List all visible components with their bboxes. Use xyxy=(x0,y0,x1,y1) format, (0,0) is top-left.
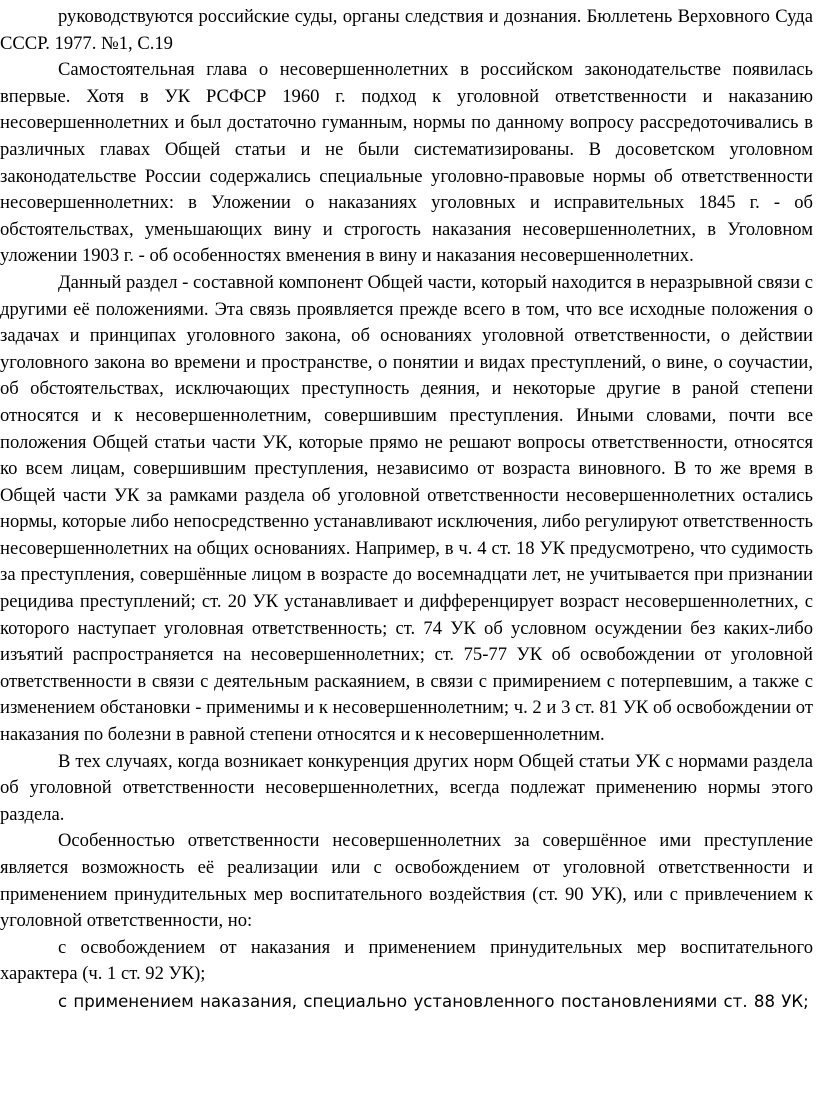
paragraph-7: с применением наказания, специально установленного постановлениями ст. 88 УК; xyxy=(58,991,809,1011)
paragraph-1: руководствуются российские суды, органы следствия и дознания. Бюллетень Верховного Суда СССР. 1977. №1, С.19 xyxy=(0,6,813,54)
paragraph-3: Данный раздел - составной компонент Общей части, который находится в неразрывной связи с другими её положениями. Эта связь проявляется прежде всего в том, что все исходные положения о задачах и принципах уголовного закона, об основаниях уголовной ответственности, о действии уголовного закона во времени и пространстве, о понятии и видах преступлений, о вине, о соучастии, об обстоятельствах, исключающих преступность деяния, и некоторые другие в раной степени относятся и к несовершеннолетним, совершившим преступления. Иными словами, почти все положения Общей статьи части УК, которые прямо не решают вопросы ответственности, относятся ко всем лицам, совершившим преступления, независимо от возраста виновного. В то же время в Общей части УК за рамками раздела об уголовной ответственности несовершеннолетних остались нормы, которые либо непосредственно устанавливают исключения, либо регулируют ответственность несовершеннолетних на общих основаниях. Например, в ч. 4 ст. 18 УК предусмотрено, что судимость за преступления, совершённые лицом в возрасте до восемнадцати лет, не учитывается при признании рецидива преступлений; ст. 20 УК устанавливает и дифференцирует возраст несовершеннолетних, с которого наступает уголовная ответственность; ст. 74 УК об условном осуждении без каких-либо изъятий распространяется на несовершеннолетних; ст. 75-77 УК об освобождении от уголовной ответственности в связи с деятельным раскаянием, в связи с примирением с потерпевшим, а также с изменением обстановки - применимы и к несовершеннолетним; ч. 2 и 3 ст. 81 УК об освобождении от наказания по болезни в равной степени относятся и к несовершеннолетним. xyxy=(0,271,813,746)
paragraph-4: В тех случаях, когда возникает конкуренция других норм Общей статьи УК с нормами раздела об уголовной ответственности несовершеннолетних, всегда подлежат применению нормы этого раздела. xyxy=(0,750,813,825)
paragraph-6: с освобождением от наказания и применением принудительных мер воспитательного характера (ч. 1 ст. 92 УК); xyxy=(0,936,813,985)
paragraph-2: Самостоятельная глава о несовершеннолетних в российском законодательстве появилась впервые. Хотя в УК РСФСР 1960 г. подход к уголовной ответственности и наказанию несовершеннолетних и был достаточно гуманным, нормы по данному вопросу рассредоточивались в различных главах Общей статьи и не были систематизированы. В досоветском уголовном законодательстве России содержались специальные уголовно-правовые нормы об ответственности несовершеннолетних: в Уложении о наказаниях уголовных и исправительных 1845 г. - об обстоятельствах, уменьшающих вину и строгость наказания несовершеннолетних, в Уголовном уложении 1903 г. - об особенностях вменения в вину и наказания несовершеннолетних. xyxy=(0,59,813,267)
paragraph-5: Особенностью ответственности несовершеннолетних за совершённое ими преступление является возможность её реализации или с освобождением от уголовной ответственности и применением принудительных мер воспитательного воздействия (ст. 90 УК), или с привлечением к уголовной ответственности, но: xyxy=(0,830,813,932)
